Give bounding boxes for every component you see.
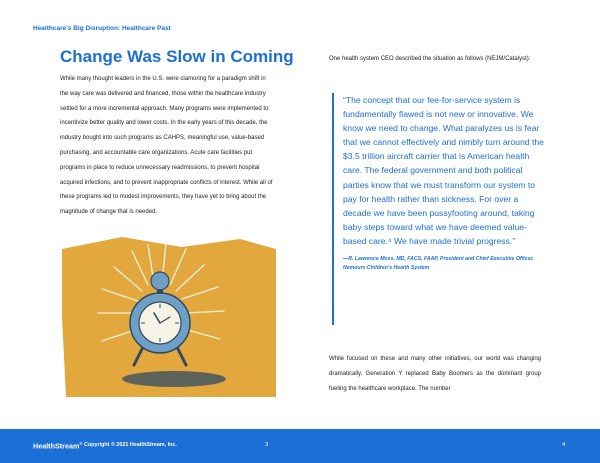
page-number-right: 4 (562, 442, 566, 448)
quote-attribution: —R. Lawrence Moss, MD, FACS, FAAP, President and Chief Executive Officer, Nemours Children's Health System (343, 256, 534, 272)
footer-bar (0, 429, 600, 463)
page-title: Change Was Slow in Coming (60, 47, 294, 66)
section-label: Healthcare's Big Disruption: Healthcare Past (33, 25, 171, 32)
shadow (122, 371, 226, 387)
alarm-clock-illustration (62, 237, 277, 397)
lead-in-text: One health system CEO described the situation as follows (NEJM/Catalyst): (329, 56, 531, 62)
right-column (329, 52, 541, 67)
trademark-symbol: ® (79, 441, 83, 446)
pull-quote (332, 93, 548, 325)
quote-text: “The concept that our fee-for-service system is fundamentally flawed is not new or innovative. We know we need to change. What paralyzes us is fear that we cannot effectively and nimbly turn around the $3.5 trillion aircraft carrier that is American health care. The federal government and both political parties know that we must transform our system to pay for health rather than sickness. For over a decade we have been pussyfooting around, taking baby steps toward what we have deemed value-based care.⁴ We have made trivial progress.” (343, 95, 544, 246)
closing-paragraph: While focused on these and many other initiatives, our world was changing dramatically. Generation Y replaced Baby Boomers as the dominant group fueling the healthcare workplace. The number (329, 356, 541, 392)
intro-paragraph: While many thought leaders in the U.S. were clamoring for a paradigm shift in the way care was delivered and financed, those within the healthcare industry settled for a more incremental approach. Many programs were implemented to incentivize better quality and lower costs. In the early years of this decade, the industry bought into such programs as CAHPS, meaningful use, value-based purchasing, and accountable care organizations. Acute care facilities put programs in place to reduce unnecessary readmissions, to prevent hospital acquired infections, and to prevent inappropriate conflicts of interest. While all of these programs led to modest improvements, they have yet to bring about the magnitude of change that is needed. (60, 76, 273, 216)
bell-icon (151, 272, 169, 290)
brand-name: HealthStream (33, 441, 80, 451)
brand-logo (33, 441, 82, 450)
page-number-left: 3 (265, 442, 269, 448)
copyright-text: Copyright © 2021 HealthStream, Inc. (84, 442, 177, 448)
